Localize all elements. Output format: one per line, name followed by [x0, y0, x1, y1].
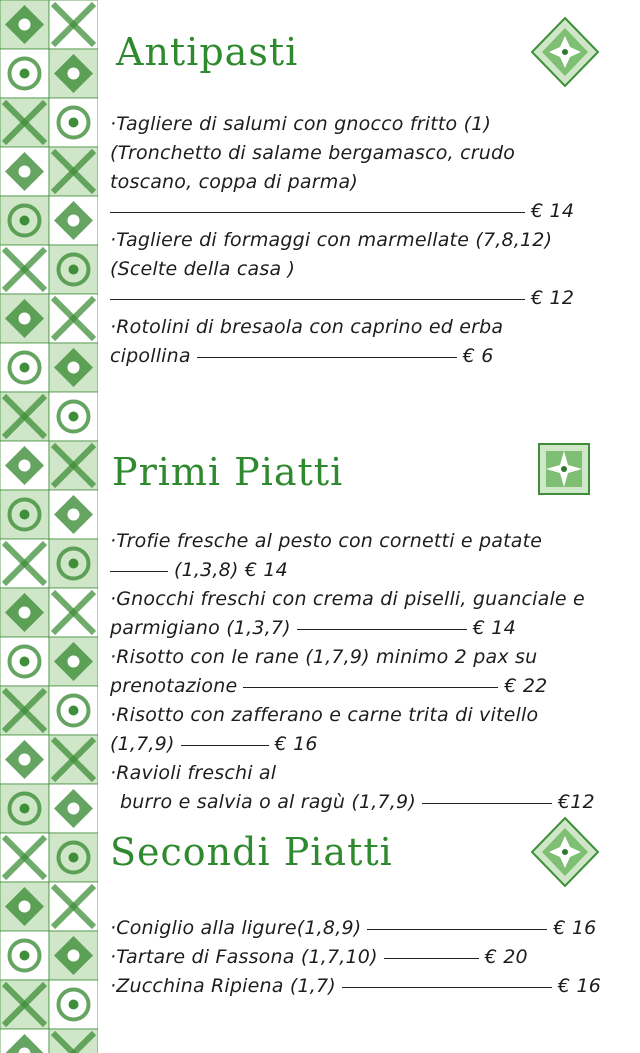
tile: [0, 588, 49, 637]
tile: [0, 931, 49, 980]
menu-line: (Scelte della casa ): [110, 258, 296, 280]
menu-line: ·Coniglio alla ligure(1,8,9) € 16: [110, 917, 597, 939]
tile: [0, 343, 49, 392]
menu-line: ·Trofie fresche al pesto con cornetti e patate: [110, 530, 543, 552]
price: € 12: [531, 287, 575, 309]
star-tile-icon: [538, 443, 590, 499]
tile: [0, 98, 49, 147]
tile: [0, 784, 49, 833]
tile: [49, 343, 98, 392]
menu-line: ·Risotto con le rane (1,7,9) minimo 2 pax su: [110, 646, 538, 668]
tile: [49, 147, 98, 196]
tile: [49, 980, 98, 1029]
tile: [0, 147, 49, 196]
price: €12: [557, 791, 595, 813]
tile: [0, 980, 49, 1029]
tile: [49, 931, 98, 980]
tile: [49, 1029, 98, 1053]
tile: [0, 245, 49, 294]
tile: [49, 735, 98, 784]
menu-line: parmigiano (1,3,7) € 14: [110, 617, 516, 639]
tile: [49, 49, 98, 98]
tile: [49, 784, 98, 833]
menu-line: ·Tartare di Fassona (1,7,10) € 20: [110, 946, 528, 968]
price: € 16: [274, 733, 318, 755]
tile: [0, 539, 49, 588]
price: € 14: [531, 200, 575, 222]
price: € 16: [557, 975, 602, 997]
tile: [0, 196, 49, 245]
menu-line: ·Rotolini di bresaola con caprino ed erba: [110, 316, 504, 338]
tile: [49, 686, 98, 735]
tile: [49, 588, 98, 637]
menu-line: prenotazione € 22: [110, 675, 548, 697]
menu-line: ·Tagliere di salumi con gnocco fritto (1): [110, 113, 492, 135]
menu-line: [110, 284, 628, 313]
menu-line: (1,7,9) € 16: [110, 733, 318, 755]
star-tile-icon: [530, 816, 600, 892]
menu-line: ·Tagliere di formaggi con marmellate (7,8,12): [110, 229, 553, 251]
tile: [49, 392, 98, 441]
star-tile-icon: [530, 16, 600, 92]
menu-line: (Tronchetto di salame bergamasco, crudo: [110, 142, 516, 164]
menu-line: ·Zucchina Ripiena (1,7) € 16: [110, 975, 602, 997]
tile: [0, 735, 49, 784]
menu-line: ·Risotto con zafferano e carne trita di vitello: [110, 704, 539, 726]
menu-line: cipollina € 6: [110, 345, 494, 367]
tile: [49, 0, 98, 49]
tile: [0, 490, 49, 539]
tile: [49, 196, 98, 245]
tile: [0, 637, 49, 686]
tile: [49, 294, 98, 343]
tile: [0, 882, 49, 931]
tile: [0, 294, 49, 343]
tile: [49, 98, 98, 147]
menu-line: burro e salvia o al ragù (1,7,9) €12: [120, 791, 595, 813]
tile: [0, 441, 49, 490]
menu-line: toscano, coppa di parma): [110, 171, 358, 193]
price: € 14: [472, 617, 516, 639]
tile: [49, 539, 98, 588]
tile: [49, 245, 98, 294]
menu-line: (1,3,8) € 14: [110, 556, 628, 585]
menu-line: [110, 197, 628, 226]
tile: [0, 0, 49, 49]
price: € 22: [504, 675, 548, 697]
tile: [0, 1029, 49, 1053]
majolica-tile-border: [0, 0, 98, 1053]
tile: [0, 686, 49, 735]
price: € 20: [484, 946, 528, 968]
price: € 14: [244, 559, 288, 581]
price: € 6: [462, 345, 494, 367]
price: € 16: [553, 917, 597, 939]
tile: [0, 49, 49, 98]
tile: [0, 392, 49, 441]
tile: [0, 833, 49, 882]
tile: [49, 882, 98, 931]
menu-line: ·Ravioli freschi al: [110, 762, 277, 784]
menu-line: ·Gnocchi freschi con crema di piselli, guanciale e: [110, 588, 585, 610]
section-title-secondi: Secondi Piatti: [110, 830, 393, 874]
tile: [49, 490, 98, 539]
section-title-antipasti: Antipasti: [116, 30, 299, 74]
section-title-primi: Primi Piatti: [112, 450, 344, 494]
tile: [49, 833, 98, 882]
tile: [49, 637, 98, 686]
tile: [49, 441, 98, 490]
